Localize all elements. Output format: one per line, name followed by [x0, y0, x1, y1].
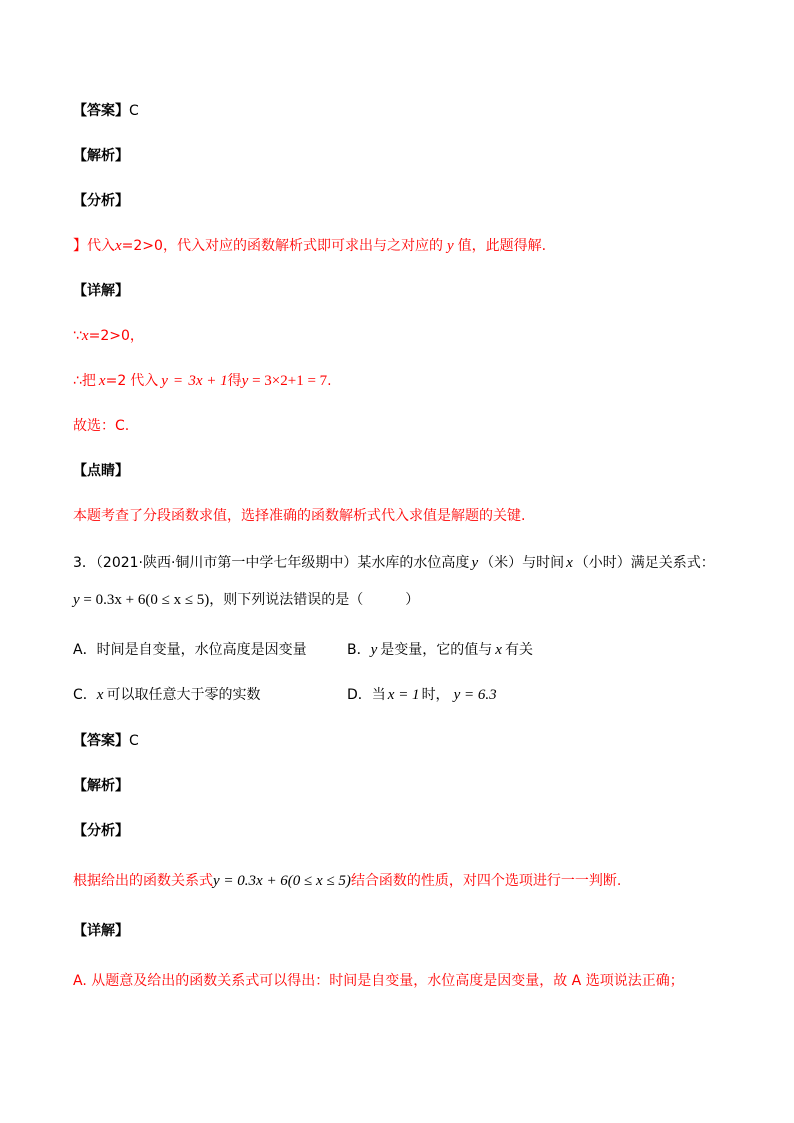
- q3-xiangjie-heading: 【详解】: [73, 923, 129, 939]
- q3-fenxi-heading: 【分析】: [73, 823, 129, 839]
- q3-answer: [73, 731, 754, 751]
- q3-option-b: B．y 是变量，它的值与 x 有关: [347, 642, 533, 658]
- answer-value: C: [129, 103, 139, 119]
- q3-jiexi-heading: 【解析】: [73, 778, 129, 794]
- q2-jiexi-heading: 【解析】: [73, 148, 129, 164]
- q3-detail-a: A. 从题意及给出的函数关系式可以得出：时间是自变量，水位高度是因变量，故 A 选项说法正确；: [73, 973, 684, 989]
- q2-xiangjie-heading: 【详解】: [73, 283, 129, 299]
- q3-option-c: C．x 可以取任意大于零的实数: [73, 687, 261, 703]
- q3-option-d: D．当 x = 1 时， y = 6.3: [347, 687, 497, 703]
- q3-fenxi-text: 根据给出的函数关系式y = 0.3x + 6(0 ≤ x ≤ 5)结合函数的性质，对四个选项进行一一判断.: [73, 873, 622, 889]
- q2-dianjing-heading: 【点睛】: [73, 463, 129, 479]
- q2-because-line: ∵x=2>0，: [73, 328, 144, 344]
- q2-therefore-line: ∴把 x=2 代入 y = 3x + 1得y = 3×2+1 = 7.: [73, 373, 332, 389]
- q3-stem-line2: y = 0.3x + 6(0 ≤ x ≤ 5)，则下列说法错误的是（ ）: [73, 592, 420, 608]
- answer-label: 【答案】: [73, 733, 129, 749]
- q2-choice: 故选：C.: [73, 418, 130, 434]
- q2-fenxi-text: 】代入x=2>0，代入对应的函数解析式即可求出与之对应的 y 值，此题得解.: [73, 238, 547, 254]
- answer-value: C: [129, 733, 139, 749]
- q3-option-a: A．时间是自变量，水位高度是因变量: [73, 642, 307, 658]
- q2-answer: [73, 101, 754, 121]
- q2-fenxi-heading: 【分析】: [73, 193, 129, 209]
- answer-label: 【答案】: [73, 103, 129, 119]
- q2-dianjing-text: 本题考查了分段函数求值，选择准确的函数解析式代入求值是解题的关键.: [73, 508, 526, 524]
- q3-stem-line1: 3．（2021·陕西·铜川市第一中学七年级期中）某水库的水位高度 y （米）与时间 x （小时）满足关系式：: [73, 555, 715, 571]
